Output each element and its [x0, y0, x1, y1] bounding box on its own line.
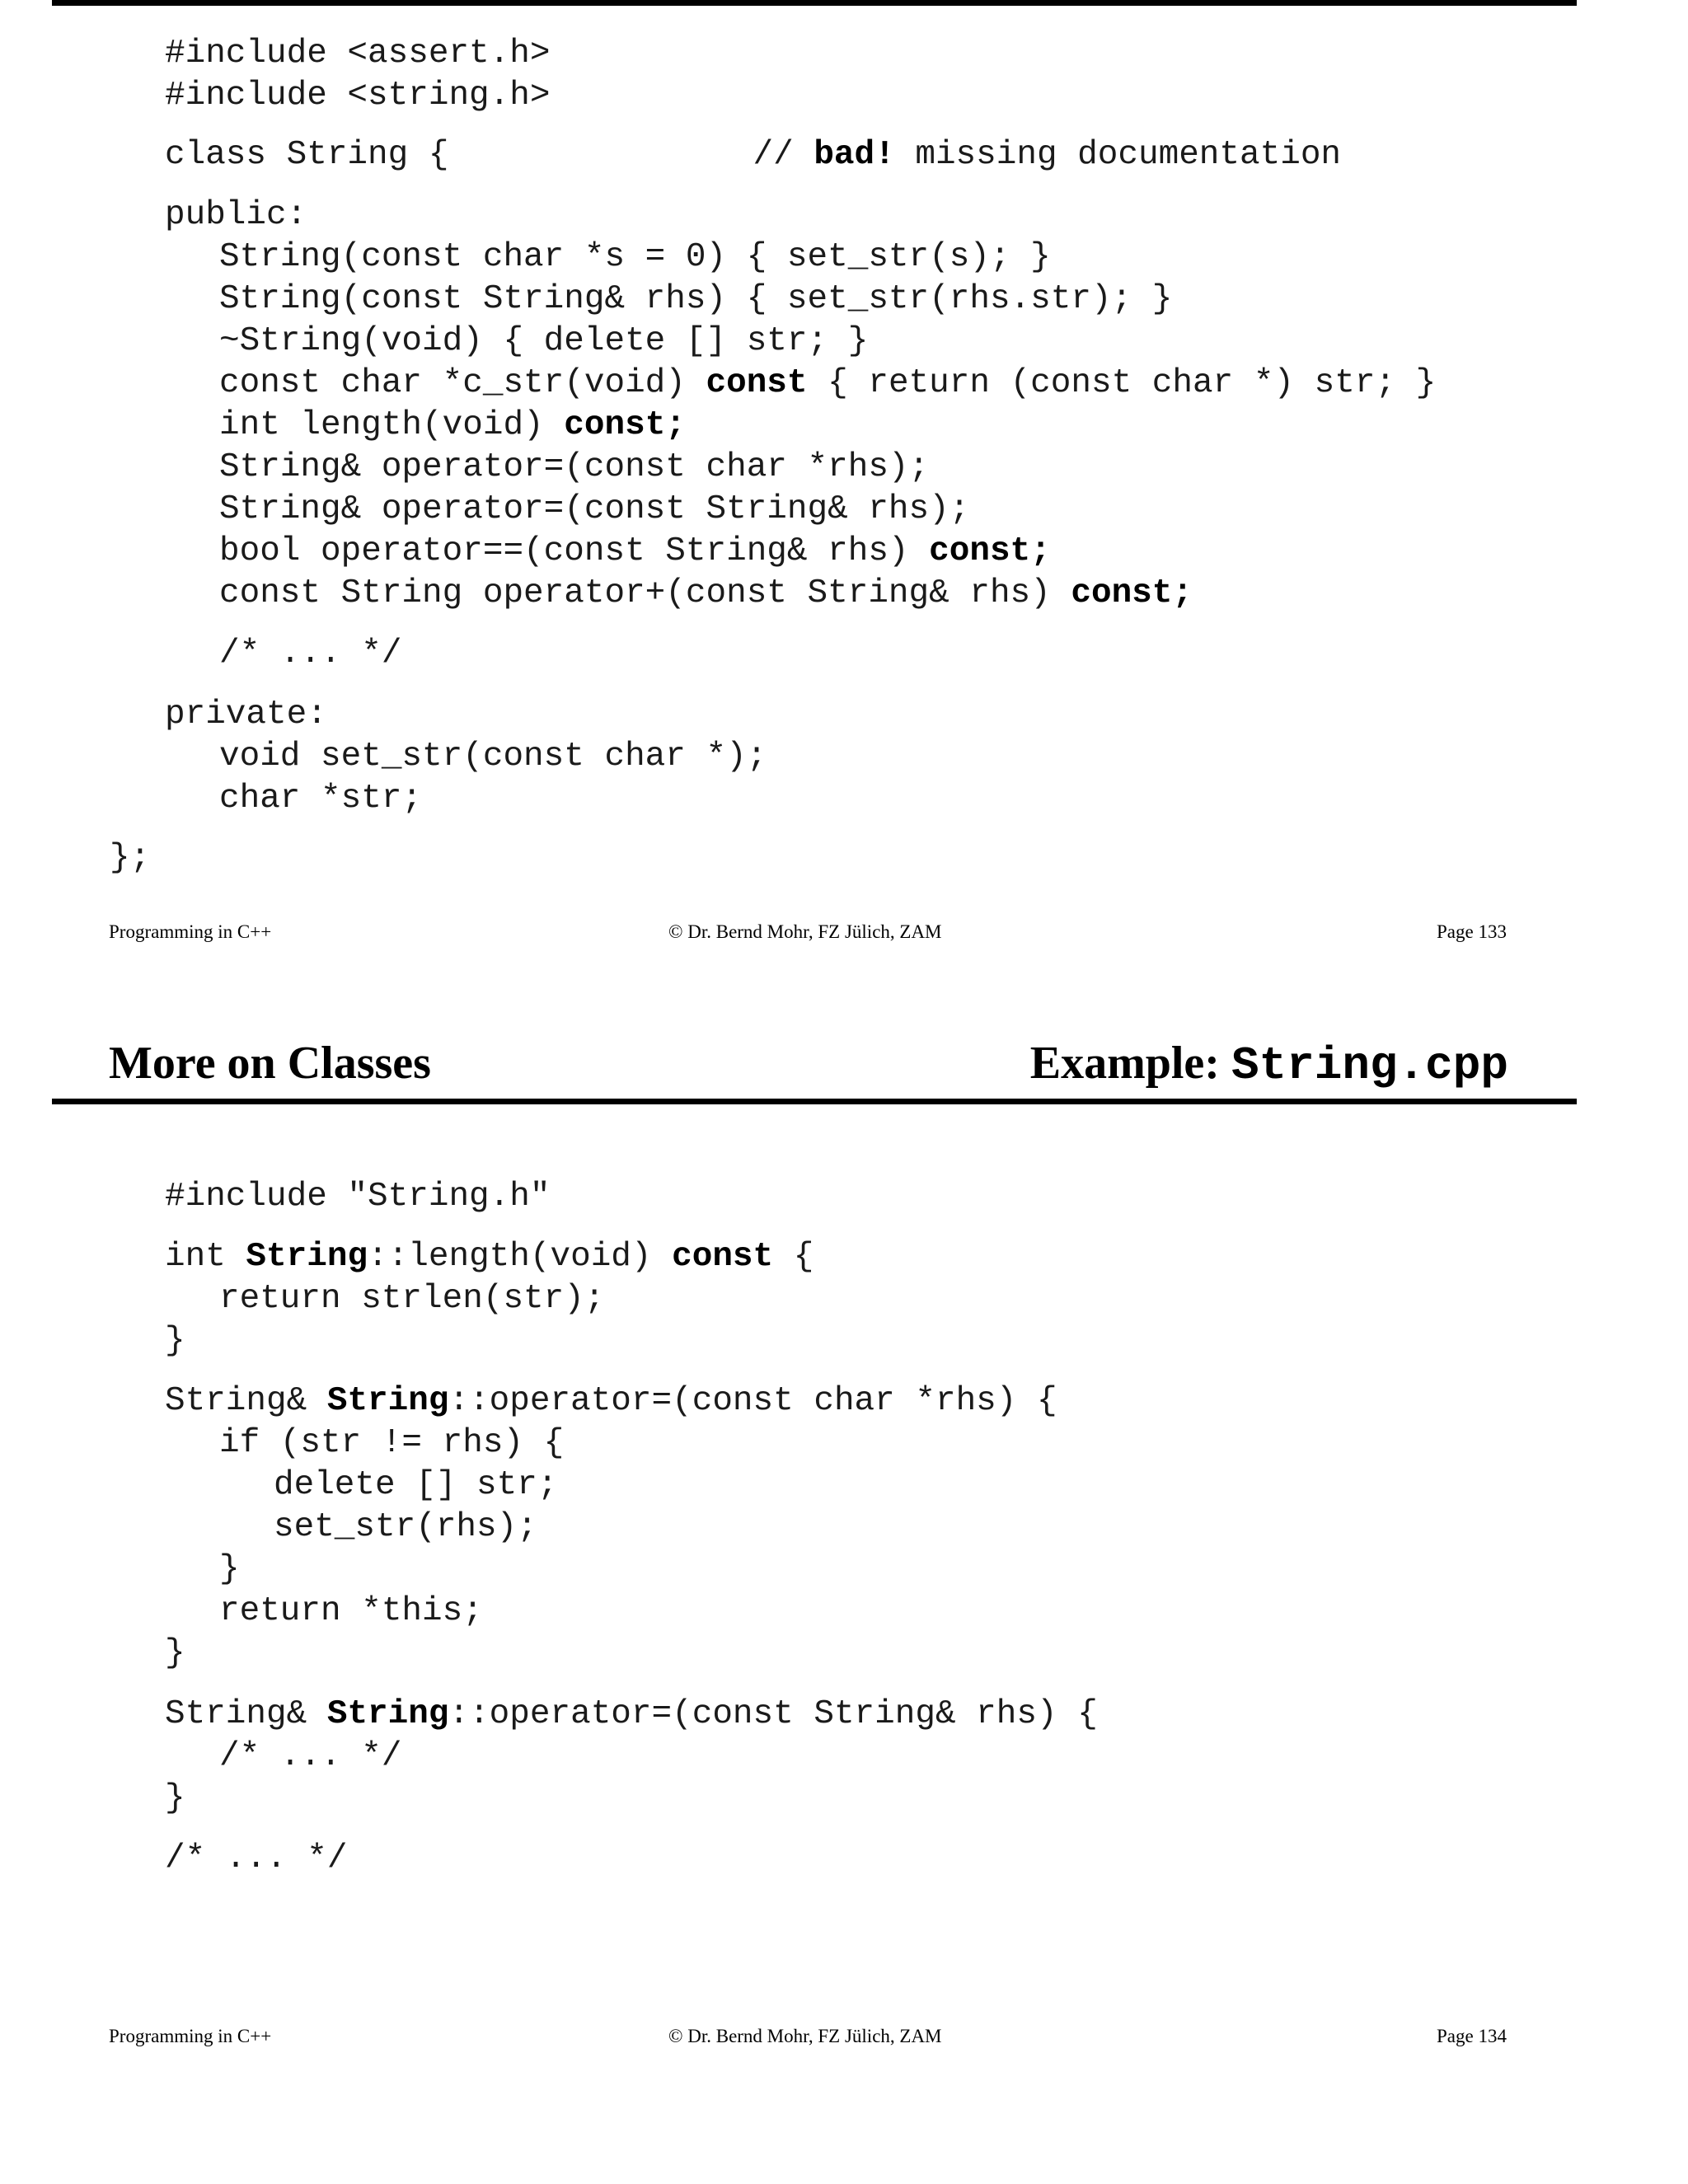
code-text: return *this; — [219, 1592, 483, 1630]
code-line — [219, 237, 1051, 278]
title-rule — [52, 1099, 1577, 1104]
code-keyword: const; — [1071, 574, 1193, 612]
code-text: bool operator==(const String& rhs) — [219, 532, 930, 570]
footer-page-number: Page 133 — [1437, 921, 1507, 942]
code-line — [219, 1422, 564, 1464]
code-line — [165, 1236, 814, 1277]
code-line — [219, 279, 1172, 320]
code-text: /* ... */ — [165, 1840, 348, 1877]
code-line — [165, 1633, 185, 1674]
footer-center: © Dr. Bernd Mohr, FZ Jülich, ZAM — [668, 921, 942, 942]
code-text: private: — [165, 696, 327, 733]
code-text: String& — [165, 1382, 327, 1420]
code-text: const String operator+(const String& rhs) — [219, 574, 1071, 612]
footer-page-number: Page 134 — [1437, 2026, 1507, 2046]
code-text: missing documentation — [894, 136, 1342, 174]
code-text: int — [165, 1238, 246, 1276]
code-keyword: const; — [929, 532, 1051, 570]
code-text: String& operator=(const String& rhs); — [219, 490, 970, 528]
code-text: /* ... */ — [219, 1737, 402, 1775]
code-keyword: const — [706, 364, 808, 402]
code-line — [110, 837, 150, 879]
code-line — [219, 736, 767, 777]
footer-center: © Dr. Bernd Mohr, FZ Jülich, ZAM — [668, 2026, 942, 2046]
code-line — [219, 363, 1436, 404]
code-line — [219, 633, 401, 674]
code-text: String(const char *s = 0) { set_str(s); } — [219, 238, 1051, 276]
code-line — [165, 1778, 185, 1819]
code-line — [219, 778, 422, 819]
code-line — [219, 321, 868, 362]
footer-left: Programming in C++ — [109, 2026, 272, 2046]
code-line — [219, 447, 929, 488]
code-text: #include <assert.h> — [165, 35, 551, 73]
code-line — [165, 694, 327, 735]
code-text: public: — [165, 196, 307, 234]
code-text: if (str != rhs) { — [219, 1424, 565, 1462]
code-text: { return (const char *) str; } — [807, 364, 1437, 402]
code-text: int length(void) — [219, 406, 565, 444]
code-text: ::operator=(const String& rhs) { — [448, 1695, 1098, 1733]
code-line — [219, 573, 1193, 614]
code-text: String& operator=(const char *rhs); — [219, 448, 930, 486]
code-text: } — [219, 1550, 240, 1588]
code-keyword: bad! — [814, 136, 895, 174]
code-line — [165, 1838, 347, 1879]
code-keyword: const; — [564, 406, 686, 444]
top-rule — [52, 0, 1577, 6]
code-text: void set_str(const char *); — [219, 738, 767, 776]
code-keyword: String — [246, 1238, 368, 1276]
code-text: delete [] str; — [274, 1466, 558, 1504]
code-text: #include <string.h> — [165, 77, 551, 115]
code-line — [219, 1591, 483, 1632]
code-text: } — [165, 1322, 185, 1360]
code-text: return strlen(str); — [219, 1280, 605, 1318]
code-line — [219, 1549, 240, 1590]
code-line — [165, 1380, 1057, 1422]
code-line — [165, 194, 307, 236]
code-line — [219, 405, 686, 446]
subtitle-prefix: Example: — [1029, 1038, 1231, 1089]
code-text: ::operator=(const char *rhs) { — [448, 1382, 1057, 1420]
code-line — [165, 75, 550, 116]
code-text: const char *c_str(void) — [219, 364, 706, 402]
code-text: char *str; — [219, 780, 423, 818]
code-line — [219, 1736, 401, 1777]
code-line — [274, 1465, 557, 1506]
code-line — [165, 33, 550, 74]
code-text: /* ... */ — [219, 635, 402, 673]
code-line — [274, 1507, 537, 1548]
code-line — [219, 531, 1051, 572]
code-keyword: String — [326, 1382, 449, 1420]
code-keyword: const — [672, 1238, 774, 1276]
code-line — [219, 489, 969, 530]
code-text: }; — [110, 839, 151, 877]
code-text: String& — [165, 1695, 327, 1733]
code-line — [219, 1278, 604, 1319]
code-text: class String { // — [165, 136, 814, 174]
code-text: ::length(void) — [368, 1238, 673, 1276]
code-text: String(const String& rhs) { set_str(rhs.str); } — [219, 280, 1173, 318]
code-text: } — [165, 1634, 185, 1672]
slide-title: More on Classes — [109, 1038, 431, 1089]
code-line — [165, 1176, 550, 1217]
slide-subtitle — [1030, 1037, 1508, 1092]
footer-left: Programming in C++ — [109, 921, 272, 942]
code-text: ~String(void) { delete [] str; } — [219, 322, 869, 360]
code-text: #include "String.h" — [165, 1178, 551, 1216]
code-line — [165, 134, 1341, 176]
code-text: { — [773, 1238, 814, 1276]
code-text: } — [165, 1779, 185, 1817]
code-line — [165, 1320, 185, 1361]
code-line — [165, 1694, 1098, 1735]
subtitle-filename: String.cpp — [1231, 1039, 1508, 1092]
code-text: set_str(rhs); — [274, 1508, 537, 1546]
code-keyword: String — [326, 1695, 449, 1733]
